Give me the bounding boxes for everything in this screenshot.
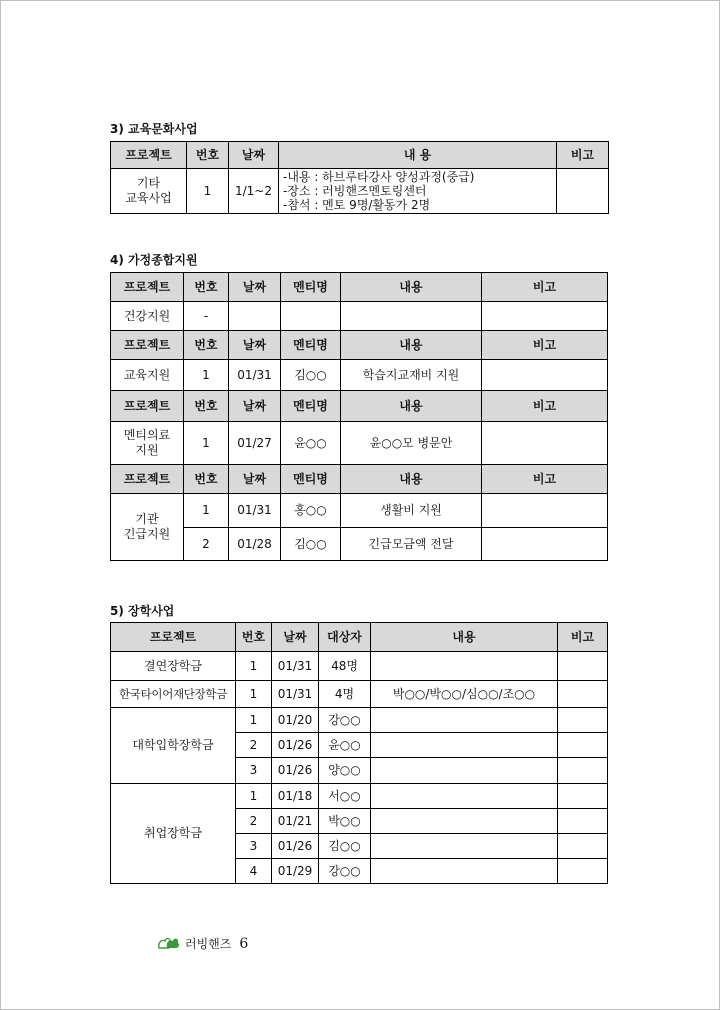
cell-project: 대학입학장학금 [111,708,236,784]
header-note: 비고 [482,465,608,494]
cell-target: 4명 [319,681,371,708]
header-date: 날짜 [229,331,281,360]
cell-project: 건강지원 [111,302,184,331]
cell-number: 3 [236,834,272,859]
header-note: 비고 [557,142,609,169]
cell-project: 한국타이어재단장학금 [111,681,236,708]
cell-number: 1 [236,708,272,733]
cell-content [371,733,558,758]
cell-project: 멘티의료 지원 [111,422,184,465]
education-culture-table [110,141,609,214]
header-mentee: 멘티명 [281,465,341,494]
header-project: 프로젝트 [111,273,184,302]
cell-number: 1 [236,784,272,809]
cell-date [229,302,281,331]
cell-content: 생활비 지원 [341,494,482,528]
cell-date: 01/26 [272,758,319,784]
cell-number: 2 [184,528,229,561]
cell-note [482,494,608,528]
cell-number: 3 [236,758,272,784]
section-title-scholarship: 5) 장학사업 [110,604,175,618]
cell-note [482,360,608,391]
section-title-education-culture: 3) 교육문화사업 [110,122,198,136]
cell-project: 기타 교육사업 [111,169,187,214]
cell-content [371,809,558,834]
header-project: 프로젝트 [111,331,184,360]
cell-date: 01/31 [272,681,319,708]
cell-content [371,859,558,884]
header-date: 날짜 [229,142,279,169]
cell-content: 긴급모금액 전달 [341,528,482,561]
scholarship-table [110,622,608,884]
table-row [111,302,608,331]
cell-date: 01/31 [272,652,319,681]
cell-note [557,169,609,214]
cell-number: 1 [236,681,272,708]
cell-note [558,834,608,859]
cell-number: 2 [236,733,272,758]
cell-content [371,758,558,784]
cell-note [558,681,608,708]
cell-number: 2 [236,809,272,834]
cell-note [482,302,608,331]
cell-content: -내용 : 하브루타강사 양성과정(중급) -장소 : 러빙핸즈멘토링센터 -참석 : 멘토 9명/활동가 2명 [279,169,557,214]
cell-target: 강○○ [319,708,371,733]
cell-number: 1 [184,422,229,465]
cell-number: 1 [187,169,229,214]
cell-mentee: 윤○○ [281,422,341,465]
header-number: 번호 [236,623,272,652]
page-number: 6 [239,935,249,952]
cell-date: 1/1~2 [229,169,279,214]
cell-target: 서○○ [319,784,371,809]
cell-note [558,652,608,681]
cell-content [371,708,558,733]
header-note: 비고 [482,391,608,422]
cell-number: - [184,302,229,331]
cell-note [558,859,608,884]
cell-content [371,652,558,681]
table-row [111,169,609,214]
cell-date: 01/31 [229,494,281,528]
header-note: 비고 [482,331,608,360]
cell-project: 결연장학금 [111,652,236,681]
cell-number: 1 [184,494,229,528]
cell-date: 01/18 [272,784,319,809]
cell-number: 1 [184,360,229,391]
header-note: 비고 [482,273,608,302]
header-number: 번호 [184,465,229,494]
header-content: 내용 [371,623,558,652]
cell-date: 01/31 [229,360,281,391]
table-header-row [111,273,608,302]
table-row [111,494,608,528]
cell-date: 01/28 [229,528,281,561]
cell-project: 기관 긴급지원 [111,494,184,561]
cell-target: 48명 [319,652,371,681]
header-number: 번호 [184,331,229,360]
cell-note [558,784,608,809]
header-note: 비고 [558,623,608,652]
cell-date: 01/26 [272,834,319,859]
table-header-row [111,142,609,169]
cell-project: 교육지원 [111,360,184,391]
cell-content [371,834,558,859]
header-mentee: 멘티명 [281,273,341,302]
cell-note [558,809,608,834]
cell-content [341,302,482,331]
cell-content: 박○○/박○○/심○○/조○○ [371,681,558,708]
cell-date: 01/26 [272,733,319,758]
table-row [111,652,608,681]
cell-target: 박○○ [319,809,371,834]
table-row [111,360,608,391]
header-date: 날짜 [229,273,281,302]
cell-note [482,528,608,561]
cell-mentee: 홍○○ [281,494,341,528]
cell-project: 취업장학금 [111,784,236,884]
header-number: 번호 [184,391,229,422]
cell-mentee: 김○○ [281,360,341,391]
cell-number: 1 [236,652,272,681]
table-row [111,422,608,465]
header-content: 내용 [341,331,482,360]
cell-target: 김○○ [319,834,371,859]
cell-content [371,784,558,809]
header-content: 내 용 [279,142,557,169]
table-header-row [111,623,608,652]
cell-date: 01/20 [272,708,319,733]
table-header-row [111,465,608,494]
header-project: 프로젝트 [111,465,184,494]
table-row [111,708,608,733]
cell-target: 강○○ [319,859,371,884]
header-mentee: 멘티명 [281,331,341,360]
cell-note [558,758,608,784]
header-project: 프로젝트 [111,391,184,422]
header-target: 대상자 [319,623,371,652]
table-header-row [111,391,608,422]
header-content: 내용 [341,465,482,494]
family-support-table [110,272,608,561]
cell-note [558,733,608,758]
cell-mentee [281,302,341,331]
cell-note [482,422,608,465]
cell-note [558,708,608,733]
header-number: 번호 [184,273,229,302]
header-mentee: 멘티명 [281,391,341,422]
section-title-family-support: 4) 가정종합지원 [110,253,198,267]
table-row [111,528,608,561]
page-footer [157,934,248,953]
cell-number: 4 [236,859,272,884]
header-project: 프로젝트 [111,142,187,169]
header-date: 날짜 [229,391,281,422]
cell-mentee: 김○○ [281,528,341,561]
cell-content: 학습지교재비 지원 [341,360,482,391]
table-header-row [111,331,608,360]
cell-date: 01/29 [272,859,319,884]
table-row [111,681,608,708]
header-date: 날짜 [272,623,319,652]
cell-date: 01/21 [272,809,319,834]
brand-name: 러빙핸즈 [185,937,232,951]
header-content: 내용 [341,273,482,302]
cell-target: 윤○○ [319,733,371,758]
header-content: 내용 [341,391,482,422]
loving-hands-logo-icon [157,934,181,953]
cell-content: 윤○○모 병문안 [341,422,482,465]
header-number: 번호 [187,142,229,169]
header-date: 날짜 [229,465,281,494]
table-row [111,784,608,809]
cell-date: 01/27 [229,422,281,465]
cell-target: 양○○ [319,758,371,784]
header-project: 프로젝트 [111,623,236,652]
